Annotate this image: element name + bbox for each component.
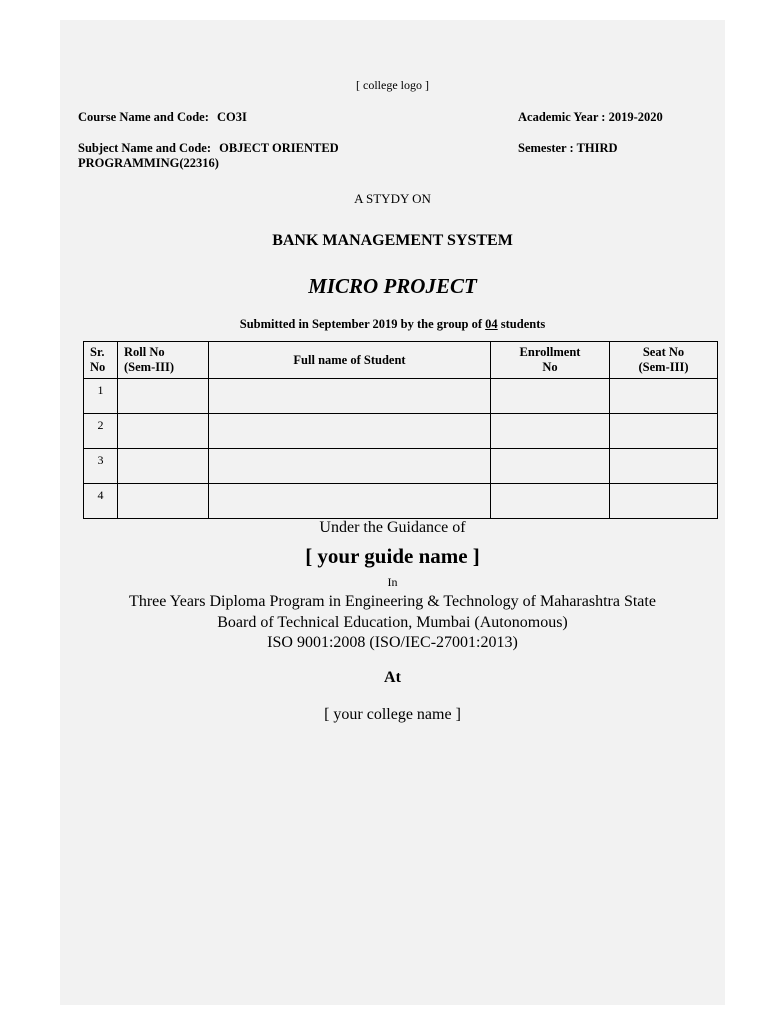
cell-seat [610, 379, 718, 414]
table-row [84, 379, 718, 414]
header-sr-no: Sr. No [84, 342, 118, 379]
academic-year-value: 2019-2020 [608, 110, 663, 124]
cell-enrollment [491, 449, 610, 484]
students-table [83, 341, 718, 519]
subject-name-code [78, 141, 339, 171]
project-title: BANK MANAGEMENT SYSTEM [272, 232, 513, 249]
program-line-3: ISO 9001:2008 (ISO/IEC-27001:2013) [267, 634, 518, 651]
cell-name [209, 414, 491, 449]
table-header-row [84, 342, 718, 379]
guide-name: [ your guide name ] [305, 544, 480, 568]
student-count: 04 [485, 317, 498, 331]
submitted-before: Submitted in September 2019 by the group of [239, 317, 483, 331]
course-name-code [78, 110, 247, 125]
subject-value-line1: OBJECT ORIENTED [219, 141, 339, 155]
cell-seat [610, 449, 718, 484]
cell-enrollment [491, 414, 610, 449]
academic-year [518, 110, 663, 125]
course-value: CO3I [217, 110, 247, 124]
course-label: Course Name and Code: [78, 110, 209, 124]
cell-sr: 2 [84, 414, 118, 449]
document-page [60, 20, 725, 1005]
subject-label: Subject Name and Code: [78, 141, 211, 155]
cell-roll [118, 414, 209, 449]
program-line-2: Board of Technical Education, Mumbai (Autonomous) [217, 613, 568, 631]
cell-seat [610, 484, 718, 519]
table-row [84, 449, 718, 484]
college-name: [ your college name ] [324, 706, 461, 723]
submitted-line [60, 317, 725, 332]
semester-value: THIRD [576, 141, 618, 155]
header-enrollment-no: Enrollment No [491, 342, 610, 379]
study-line: A STYDY ON [354, 191, 431, 206]
cell-sr: 4 [84, 484, 118, 519]
college-logo-placeholder: [ college logo ] [356, 78, 429, 92]
in-label: In [387, 575, 398, 589]
cell-name [209, 484, 491, 519]
header-seat-no: Seat No (Sem-III) [610, 342, 718, 379]
table-row [84, 414, 718, 449]
semester-label: Semester : [518, 141, 574, 155]
header-roll-no: Roll No (Sem-III) [118, 342, 209, 379]
cell-roll [118, 449, 209, 484]
cell-enrollment [491, 379, 610, 414]
semester [518, 141, 618, 156]
program-line-1: Three Years Diploma Program in Engineering & Technology of Maharashtra State [129, 593, 656, 610]
submitted-after: students [500, 317, 546, 331]
header-full-name: Full name of Student [209, 342, 491, 379]
cell-seat [610, 414, 718, 449]
at-label: At [384, 669, 401, 686]
academic-year-label: Academic Year : [518, 110, 606, 124]
table-row [84, 484, 718, 519]
cell-roll [118, 484, 209, 519]
cell-enrollment [491, 484, 610, 519]
project-type: MICRO PROJECT [308, 274, 477, 298]
subject-value-line2: PROGRAMMING(22316) [78, 156, 219, 170]
program-description [60, 592, 725, 654]
cell-sr: 1 [84, 379, 118, 414]
cell-sr: 3 [84, 449, 118, 484]
guidance-label: Under the Guidance of [319, 519, 466, 536]
cell-name [209, 449, 491, 484]
cell-name [209, 379, 491, 414]
cell-roll [118, 379, 209, 414]
